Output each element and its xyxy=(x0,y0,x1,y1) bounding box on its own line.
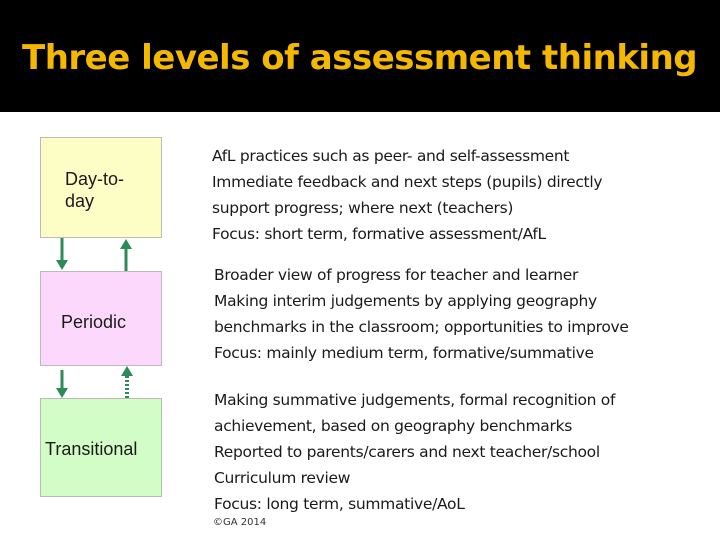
focus-key: Focus xyxy=(214,495,257,513)
level-label-periodic: Periodic xyxy=(61,312,127,332)
focus-value: : short term, formative assessment/AfL xyxy=(254,225,546,243)
slide-title: Three levels of assessment thinking xyxy=(22,38,698,78)
description-line: Reported to parents/carers and next teacher/school xyxy=(214,443,600,461)
description-transitional xyxy=(214,387,694,517)
description-line: support progress; where next (teachers) xyxy=(212,199,514,217)
description-line: Broader view of progress for teacher and learner xyxy=(214,266,579,284)
focus-line xyxy=(212,221,692,247)
level-label-line-1: Day-to- xyxy=(65,169,125,189)
focus-value: : mainly medium term, formative/summative xyxy=(256,344,594,362)
copyright-notice: ©GA 2014 xyxy=(213,517,267,528)
level-label-transitional: Transitional xyxy=(45,439,138,459)
description-line: Making interim judgements by applying geography xyxy=(214,292,597,310)
focus-line xyxy=(214,491,694,517)
focus-key: Focus xyxy=(212,225,255,243)
level-box-periodic xyxy=(40,271,162,366)
focus-line xyxy=(214,340,694,366)
level-box-day-to-day xyxy=(40,137,162,238)
level-label-day-to-day xyxy=(65,168,145,212)
level-label-line-2: day xyxy=(65,191,95,211)
focus-key: Focus xyxy=(214,344,257,362)
description-day-to-day xyxy=(212,143,692,247)
description-periodic xyxy=(214,262,694,366)
level-box-transitional xyxy=(40,398,162,497)
focus-value: : long term, summative/AoL xyxy=(256,495,465,513)
title-bar xyxy=(0,0,720,112)
description-line: Curriculum review xyxy=(214,469,351,487)
description-line: benchmarks in the classroom; opportunities to improve xyxy=(214,318,629,336)
description-line: Immediate feedback and next steps (pupils) directly xyxy=(212,173,603,191)
description-line: Making summative judgements, formal recognition of xyxy=(214,391,616,409)
description-line: achievement, based on geography benchmarks xyxy=(214,417,573,435)
description-line: AfL practices such as peer- and self-assessment xyxy=(212,147,570,165)
